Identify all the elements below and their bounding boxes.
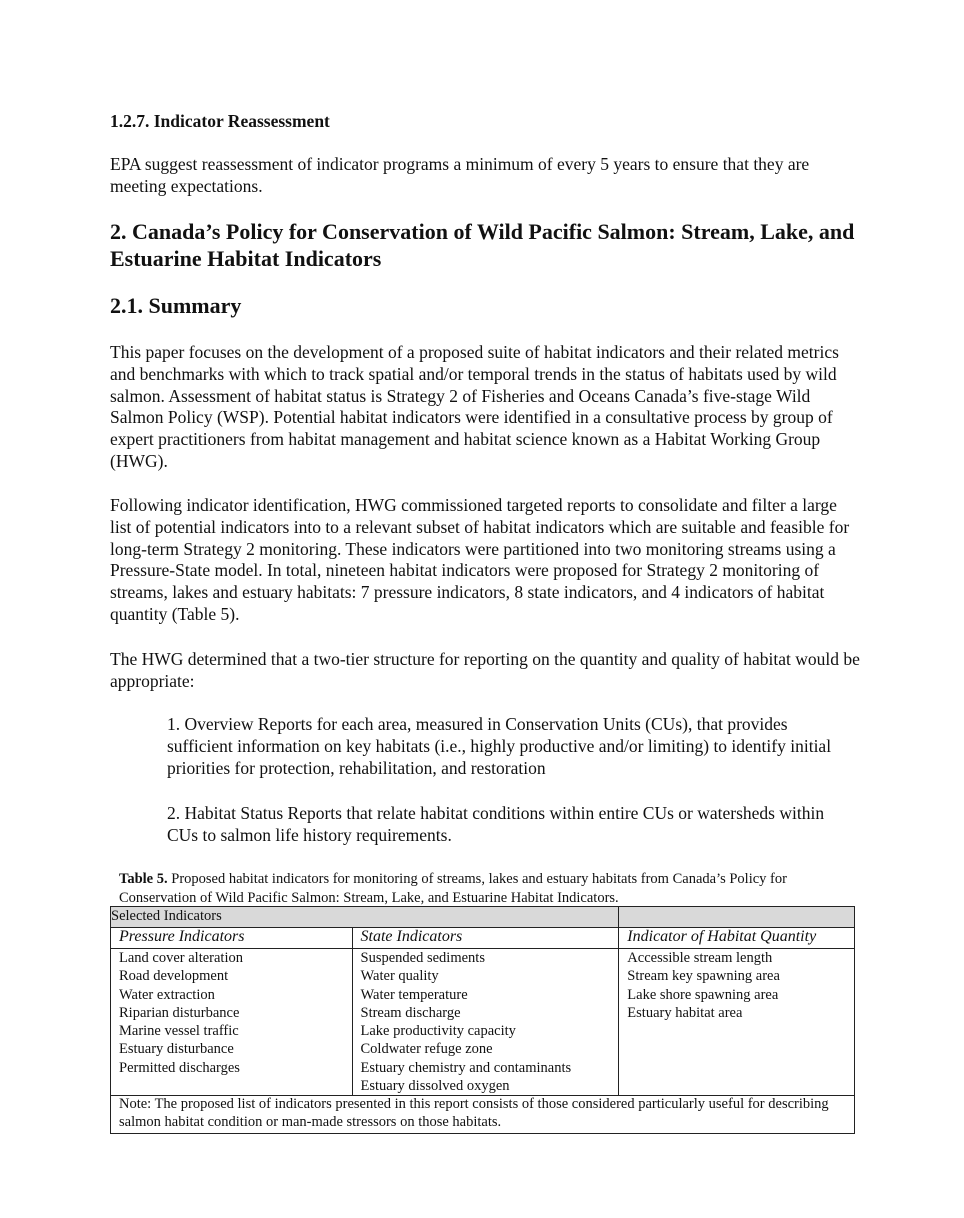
column-header-state: State Indicators: [352, 928, 619, 949]
pressure-indicator: Water extraction: [119, 986, 215, 1003]
state-indicator: Lake productivity capacity: [360, 1023, 516, 1040]
paragraph-summary-2: Following indicator identification, HWG commissioned targeted reports to consolidate and filter a large list of potential indicators into to a relevant subset of habitat indicators which are suitable and feasible for long-term Strategy 2 monitoring. These indicators were partitioned into two monitoring streams using a Pressure-State model. In total, nineteen habitat indicators were proposed for Strategy 2 monitoring of streams, lakes and estuary habitats: 7 pressure indicators, 8 state indicators, and 4 indicators of habitat quantity (Table 5).: [110, 495, 850, 624]
indicators-table: [110, 906, 855, 1134]
state-indicator: Suspended sediments: [360, 950, 485, 966]
pressure-indicator: Marine vessel traffic: [119, 1023, 239, 1040]
section-heading-summary: 2.1. Summary: [110, 293, 242, 318]
state-indicator: Water quality: [360, 968, 439, 985]
empty-header-cell: [619, 907, 855, 928]
state-indicator: Coldwater refuge zone: [360, 1041, 493, 1058]
paragraph-reassessment: EPA suggest reassessment of indicator programs a minimum of every 5 years to ensure that they are meeting expectations.: [110, 154, 810, 196]
table-note: Note: The proposed list of indicators presented in this report consists of those considered particularly useful for describing salmon habitat condition or man-made stressors on those habitats.: [111, 1096, 855, 1134]
column-header-pressure: Pressure Indicators: [111, 928, 353, 949]
section-heading-canada-policy: 2. Canada’s Policy for Conservation of Wild Pacific Salmon: Stream, Lake, and Estuarine Habitat Indicators: [110, 219, 855, 271]
state-indicator: Estuary dissolved oxygen: [360, 1078, 510, 1095]
table-caption: [119, 870, 849, 907]
pressure-indicator: Estuary disturbance: [119, 1041, 234, 1058]
quantity-indicator: Lake shore spawning area: [627, 986, 779, 1003]
pressure-indicator: Road development: [119, 968, 229, 985]
quantity-indicators-cell: [619, 949, 855, 1096]
quantity-indicator: Stream key spawning area: [627, 968, 780, 985]
table-caption-label: Table 5.: [119, 871, 168, 887]
quantity-indicator: Accessible stream length: [627, 950, 773, 966]
list-item-overview-reports: 1. Overview Reports for each area, measured in Conservation Units (CUs), that provides sufficient information on key habitats (i.e., highly productive and/or limiting) to identify initial priorities for protection, rehabilitation, and restoration: [167, 714, 832, 778]
quantity-indicator: Estuary habitat area: [627, 1004, 743, 1021]
pressure-indicators-cell: [111, 949, 353, 1096]
section-heading-indicator-reassessment: 1.2.7. Indicator Reassessment: [110, 111, 330, 131]
column-header-quantity: Indicator of Habitat Quantity: [619, 928, 855, 949]
state-indicator: Estuary chemistry and contaminants: [360, 1059, 572, 1076]
paragraph-summary-1: This paper focuses on the development of a proposed suite of habitat indicators and their related metrics and benchmarks with which to track spatial and/or temporal trends in the status of habitats used by wild salmon. Assessment of habitat status is Strategy 2 of Fisheries and Oceans Canada’s five-stage Wild Salmon Policy (WSP). Potential habitat indicators were identified in a consultative process by group of expert practitioners from habitat management and habitat science known as a Habitat Working Group (HWG).: [110, 342, 839, 471]
state-indicator: Water temperature: [360, 986, 468, 1003]
pressure-indicator: Land cover alteration: [119, 950, 243, 966]
state-indicator: Stream discharge: [360, 1004, 461, 1021]
list-item-habitat-status-reports: 2. Habitat Status Reports that relate habitat conditions within entire CUs or watersheds within CUs to salmon life history requirements.: [167, 803, 825, 845]
pressure-indicator: Riparian disturbance: [119, 1004, 240, 1021]
selected-indicators-header: Selected Indicators: [111, 907, 619, 928]
table-caption-text: Proposed habitat indicators for monitoring of streams, lakes and estuary habitats from Canada’s Policy for Conservation of Wild Pacific Salmon: Stream, Lake, and Estuarine Habitat Indicators.: [119, 871, 787, 906]
table-group-header-row: [111, 907, 855, 928]
table-note-row: [111, 1096, 855, 1134]
pressure-indicator: Permitted discharges: [119, 1059, 240, 1076]
state-indicators-cell: [352, 949, 619, 1096]
table-body-row: [111, 949, 855, 1096]
paragraph-summary-3: The HWG determined that a two-tier structure for reporting on the quantity and quality of habitat would be appropriate:: [110, 649, 860, 691]
table-column-header-row: [111, 928, 855, 949]
